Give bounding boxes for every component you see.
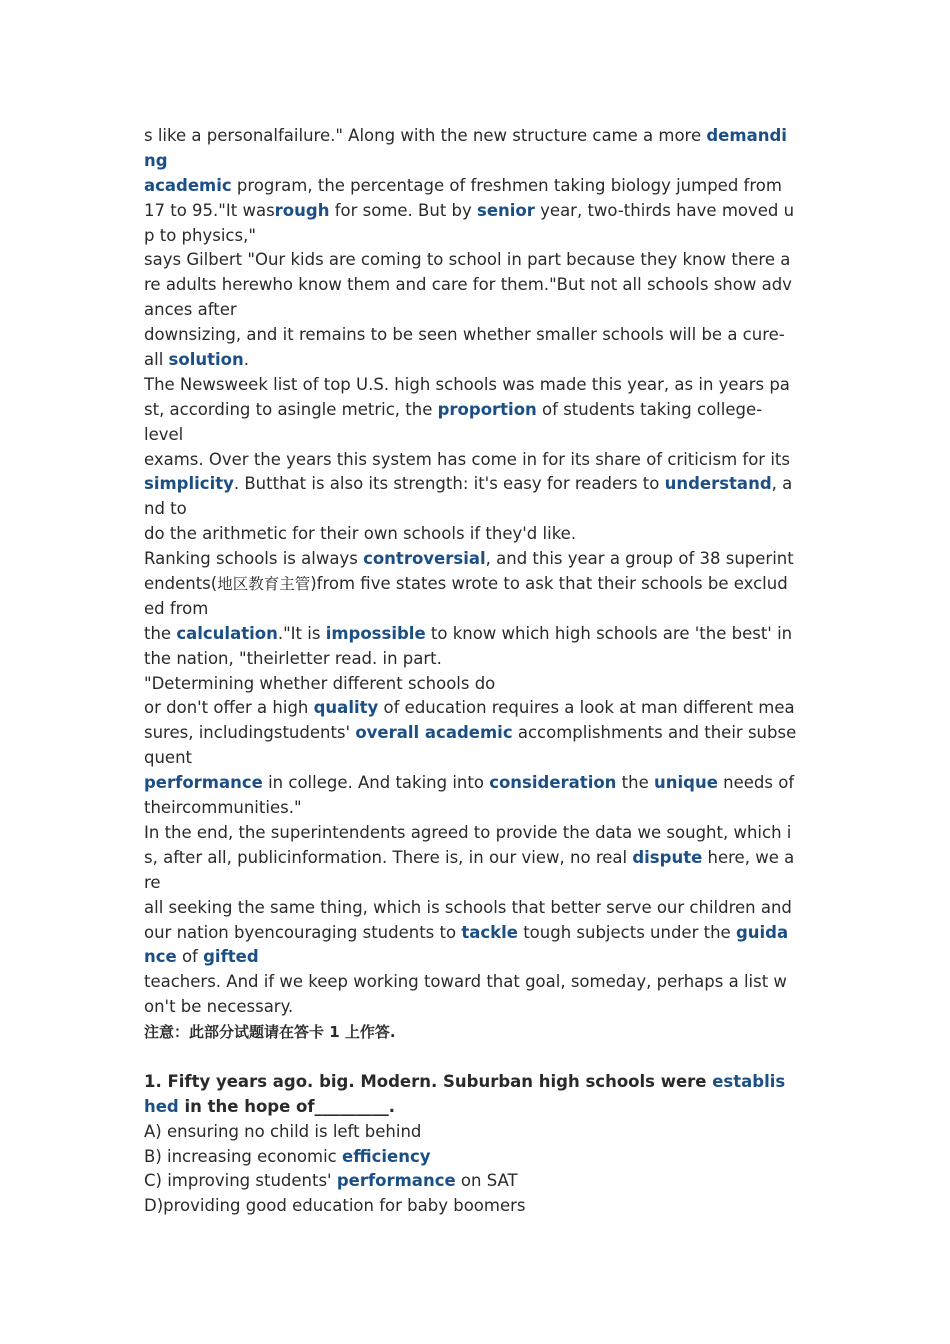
passage-line <box>144 970 810 995</box>
text-run: program, the percentage of freshmen taking biology jumped from <box>231 175 782 195</box>
keyword-highlight: unique <box>654 773 718 793</box>
passage-line <box>144 647 810 672</box>
passage-line <box>144 622 810 647</box>
answer-note: 注意：此部分试题请在答卡 1 上作答. <box>144 1023 396 1042</box>
passage-line <box>144 298 810 323</box>
keyword-highlight: academic <box>144 175 232 195</box>
text-run: for some. But by <box>329 200 478 220</box>
answer-option <box>144 1169 810 1194</box>
passage-line <box>144 597 810 622</box>
keyword-highlight: gifted <box>203 947 259 967</box>
text-run: nd to <box>144 499 187 519</box>
text-run: needs of <box>717 773 795 793</box>
text-run: sures, includingstudents' <box>144 723 356 743</box>
passage-line <box>144 174 810 199</box>
passage-line <box>144 572 810 597</box>
passage-line <box>144 995 810 1020</box>
text-run: 17 to 95."It was <box>144 200 275 220</box>
passage-line <box>144 124 810 149</box>
passage-line <box>144 696 810 721</box>
text-run: of <box>176 947 204 967</box>
keyword-highlight: performance <box>144 773 263 793</box>
passage-line <box>144 746 810 771</box>
keyword-highlight: dispute <box>632 847 703 867</box>
text-run: re adults herewho know them and care for them."But not all schools show adv <box>144 275 792 295</box>
keyword-highlight: efficiency <box>342 1146 431 1166</box>
keyword-highlight: establis <box>712 1071 786 1091</box>
text-run: ances after <box>144 300 237 320</box>
passage-line <box>144 771 810 796</box>
passage-line <box>144 323 810 348</box>
chinese-gloss: 地区教育主管 <box>217 575 311 594</box>
text-run: on't be necessary. <box>144 997 294 1017</box>
text-run: "Determining whether different schools do <box>144 673 496 693</box>
text-run: endents( <box>144 574 218 594</box>
passage-line <box>144 672 810 697</box>
text-run: st, according to asingle metric, the <box>144 399 438 419</box>
text-run: )from five states wrote to ask that their schools be exclud <box>310 574 788 594</box>
text-run: ed from <box>144 598 209 618</box>
keyword-highlight: guida <box>735 922 789 942</box>
text-run: the nation, "theirletter read. in part. <box>144 648 442 668</box>
keyword-highlight: consideration <box>489 773 617 793</box>
text-run: The Newsweek list of top U.S. high schools was made this year, as in years pa <box>144 374 790 394</box>
text-run: our nation byencouraging students to <box>144 922 462 942</box>
text-run: in college. And taking into <box>262 773 490 793</box>
passage-line <box>144 721 810 746</box>
text-run: theircommunities." <box>144 798 302 818</box>
question-1-stem <box>144 1070 810 1120</box>
text-run: of students taking college- <box>536 399 763 419</box>
text-run: quent <box>144 748 193 768</box>
text-run: teachers. And if we keep working toward that goal, someday, perhaps a list w <box>144 972 787 992</box>
text-run: to know which high schools are 'the best' in <box>425 623 793 643</box>
text-run: . <box>243 350 249 370</box>
keyword-highlight: impossible <box>325 623 426 643</box>
text-run: the <box>144 623 177 643</box>
question-line <box>144 1070 810 1095</box>
keyword-highlight: performance <box>336 1171 456 1191</box>
passage-line <box>144 423 810 448</box>
question-1-options <box>144 1120 810 1220</box>
text-run: level <box>144 424 184 444</box>
keyword-highlight: understand <box>664 474 772 494</box>
passage-line <box>144 149 810 174</box>
text-run: accomplishments and their subse <box>512 723 797 743</box>
text-run: or don't offer a high <box>144 698 314 718</box>
text-run: A) ensuring no child is left behind <box>144 1121 422 1141</box>
keyword-highlight: ng <box>144 150 168 170</box>
keyword-highlight: calculation <box>176 623 278 643</box>
text-run: the <box>616 773 655 793</box>
passage-line <box>144 199 810 224</box>
passage-line <box>144 846 810 871</box>
passage-line <box>144 547 810 572</box>
passage-line <box>144 273 810 298</box>
passage-line <box>144 821 810 846</box>
text-run: , and this year a group of 38 superint <box>485 549 794 569</box>
text-run: tough subjects under the <box>517 922 736 942</box>
text-run: p to physics," <box>144 225 256 245</box>
text-run: do the arithmetic for their own schools if they'd like. <box>144 524 577 544</box>
text-run: Ranking schools is always <box>144 549 364 569</box>
text-run: s like a personalfailure." Along with the new structure came a more <box>144 126 707 145</box>
passage-line <box>144 896 810 921</box>
passage-line <box>144 796 810 821</box>
keyword-highlight: proportion <box>437 399 537 419</box>
passage-line <box>144 921 810 946</box>
spacer <box>144 1045 810 1070</box>
text-run: in the hope of_________. <box>178 1096 396 1116</box>
keyword-highlight: rough <box>274 200 330 220</box>
keyword-highlight: nce <box>144 947 177 967</box>
text-run: all seeking the same thing, which is schools that better serve our children and <box>144 897 792 917</box>
text-run: s, after all, publicinformation. There is, in our view, no real <box>144 847 633 867</box>
keyword-highlight: controversial <box>363 549 486 569</box>
document-page <box>144 124 810 1219</box>
passage-line <box>144 373 810 398</box>
text-run: C) improving students' <box>144 1171 337 1191</box>
text-run: re <box>144 872 161 892</box>
keyword-highlight: hed <box>144 1096 179 1116</box>
text-run: B) increasing economic <box>144 1146 342 1166</box>
question-line <box>144 1095 810 1120</box>
passage-line <box>144 522 810 547</box>
text-run: on SAT <box>455 1171 518 1191</box>
passage-line <box>144 945 810 970</box>
text-run: year, two-thirds have moved u <box>534 200 795 220</box>
text-run: of education requires a look at man different mea <box>378 698 795 718</box>
text-run: says Gilbert "Our kids are coming to school in part because they know there a <box>144 250 791 270</box>
keyword-highlight: overall academic <box>355 723 513 743</box>
answer-option <box>144 1145 810 1170</box>
passage-line <box>144 871 810 896</box>
text-run: exams. Over the years this system has come in for its share of criticism for its <box>144 449 790 469</box>
keyword-highlight: tackle <box>461 922 518 942</box>
text-run: ."It is <box>277 623 326 643</box>
text-run: downsizing, and it remains to be seen whether smaller schools will be a cure- <box>144 325 785 345</box>
text-run: 1. Fifty years ago. big. Modern. Suburban high schools were <box>144 1071 713 1091</box>
text-run: all <box>144 350 169 370</box>
passage-line <box>144 448 810 473</box>
text-run: D)providing good education for baby boomers <box>144 1196 526 1216</box>
keyword-highlight: simplicity <box>144 474 234 494</box>
reading-passage <box>144 124 810 1020</box>
text-run: . Butthat is also its strength: it's easy for readers to <box>233 474 665 494</box>
answer-option <box>144 1120 810 1145</box>
answer-option <box>144 1194 810 1219</box>
passage-line <box>144 348 810 373</box>
keyword-highlight: senior <box>477 200 535 220</box>
passage-line <box>144 497 810 522</box>
passage-line <box>144 248 810 273</box>
passage-line <box>144 224 810 249</box>
keyword-highlight: quality <box>313 698 379 718</box>
keyword-highlight: demandi <box>706 126 787 145</box>
passage-line <box>144 398 810 423</box>
text-run: , a <box>771 474 793 494</box>
text-run: here, we a <box>702 847 795 867</box>
text-run: In the end, the superintendents agreed to provide the data we sought, which i <box>144 822 792 842</box>
passage-line <box>144 472 810 497</box>
keyword-highlight: solution <box>168 350 244 370</box>
